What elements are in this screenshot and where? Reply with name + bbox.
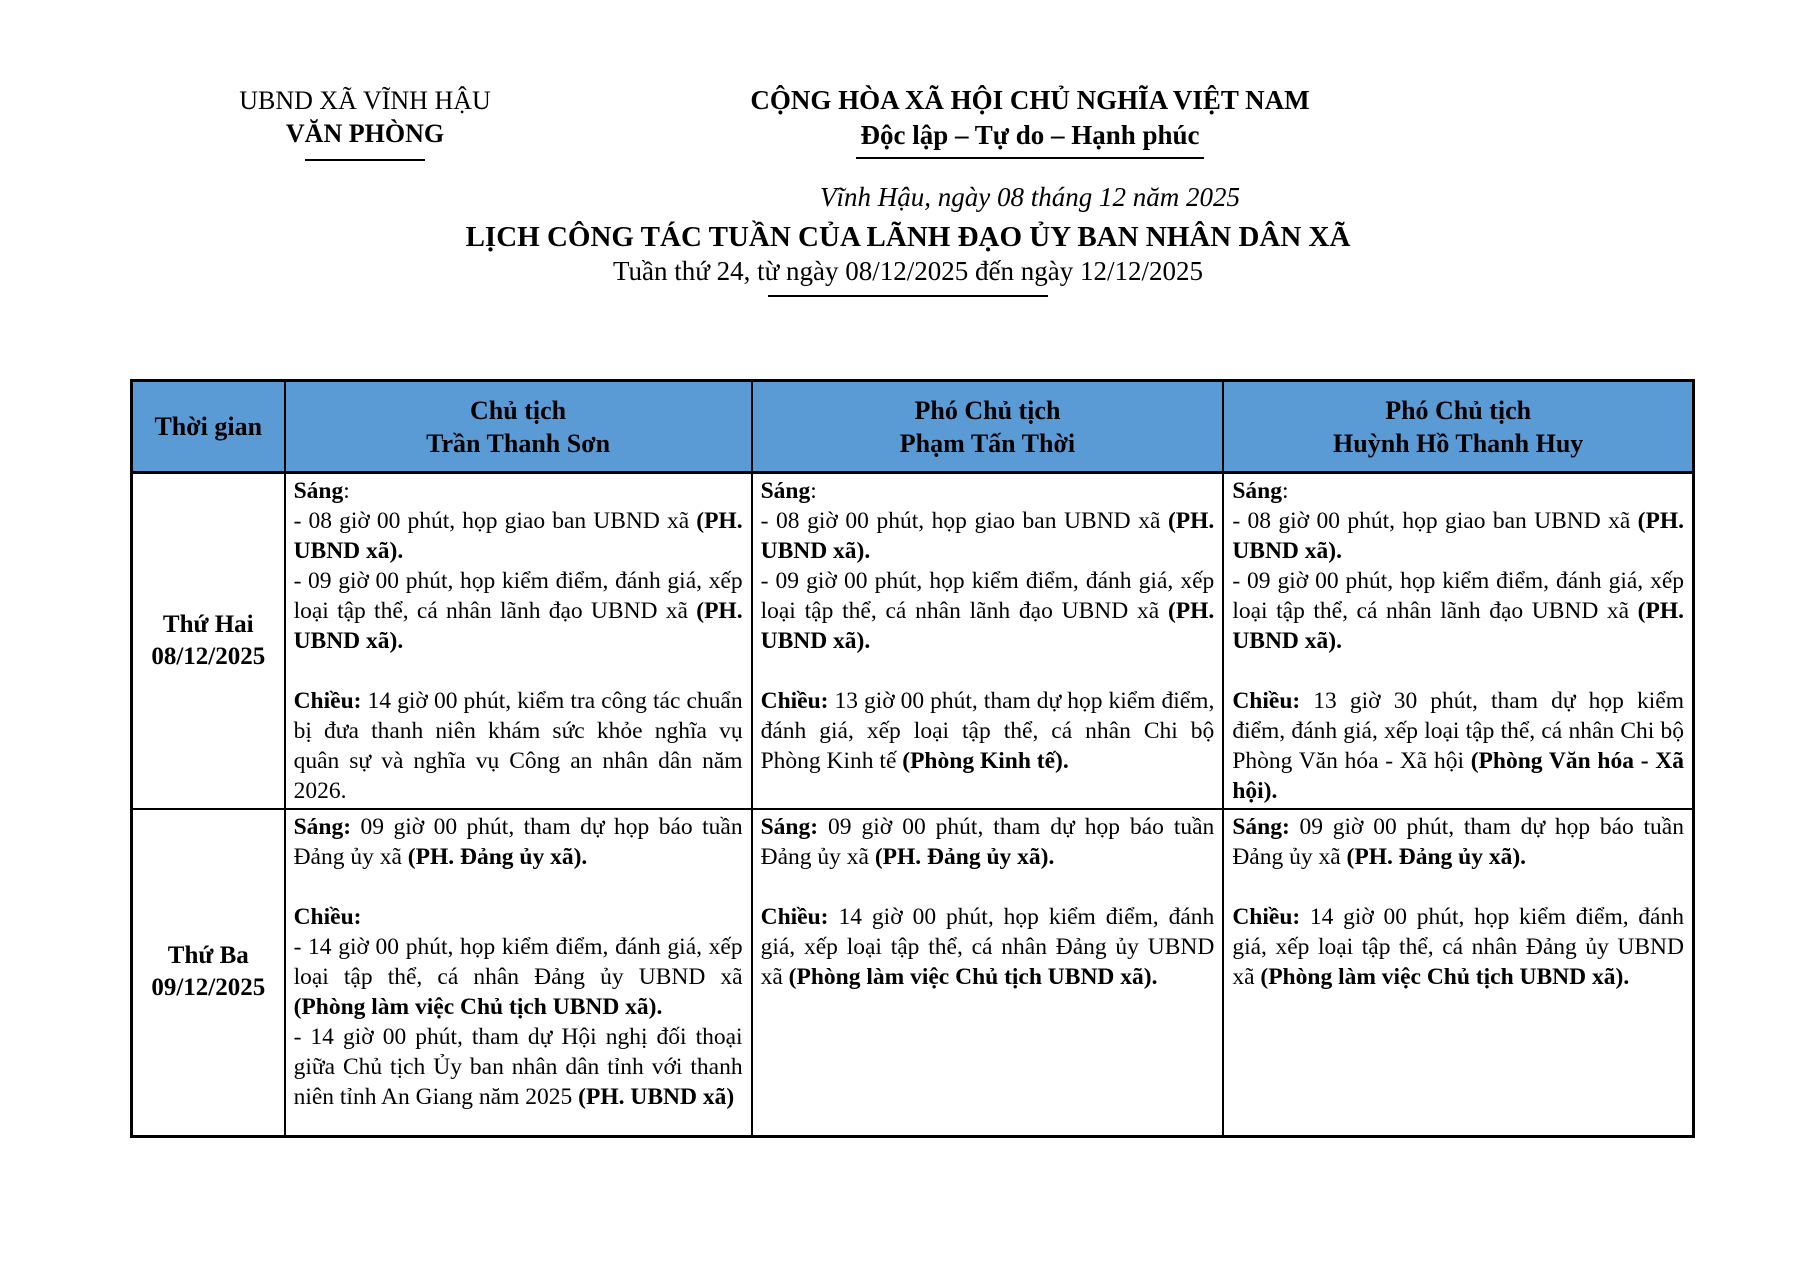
subtitle-underline [768,295,1048,297]
schedule-entry: - 09 giờ 00 phút, họp kiểm điểm, đánh giá, xếp loại tập thể, cá nhân lãnh đạo UBND xã (PH. UBND xã). [293,568,743,654]
schedule-entry: Sáng: 09 giờ 00 phút, tham dự họp báo tuần Đảng ủy xã (PH. Đảng ủy xã). [293,814,743,870]
title-block [0,220,1816,297]
column-header-3 [1223,381,1693,473]
national-title: CỘNG HÒA XÃ HỘI CHỦ NGHĨA VIỆT NAM [750,85,1310,115]
blank-line [761,872,1215,902]
national-motto-block [690,84,1370,214]
day-label: Thứ Hai [162,611,254,638]
blank-line [1232,656,1684,686]
column-person-name: Phạm Tấn Thời [899,428,1076,458]
column-header-0 [132,381,285,473]
schedule-entry: Sáng: 09 giờ 00 phút, tham dự họp báo tuần Đảng ủy xã (PH. Đảng ủy xã). [760,814,1215,870]
schedule-entry: - 14 giờ 00 phút, họp kiểm điểm, đánh giá, xếp loại tập thể, cá nhân Đảng ủy UBND xã (Phòng làm việc Chủ tịch UBND xã). [293,934,743,1020]
org-parent-name: UBND XÃ VĨNH HẬU [239,86,491,115]
day-label: Thứ Ba [167,942,249,970]
schedule-cell [752,809,1224,1136]
schedule-entry: Chiều: 14 giờ 00 phút, họp kiểm điểm, đánh giá, xếp loại tập thể, cá nhân Đảng ủy UBND xã (Phòng làm việc Chủ tịch UBND xã). [1232,904,1684,990]
column-title: Chủ tịch [470,395,567,425]
day-cell [132,473,285,810]
column-header-2 [752,381,1224,473]
schedule-entry: Chiều: 13 giờ 30 phút, tham dự họp kiểm điểm, đánh giá, xếp loại tập thể, cá nhân Chi bộ Phòng Văn hóa - Xã hội (Phòng Văn hóa - Xã hội). [1232,688,1684,804]
place-date-line: Vĩnh Hậu, ngày 08 tháng 12 năm 2025 [820,182,1240,212]
blank-line [761,656,1215,686]
schedule-entry: Sáng: [293,478,350,504]
day-cell [132,809,285,1136]
schedule-entry: - 08 giờ 00 phút, họp giao ban UBND xã (PH. UBND xã). [760,508,1215,564]
org-underline [305,159,425,161]
schedule-entry: Chiều: [293,904,362,930]
schedule-entry: - 09 giờ 00 phút, họp kiểm điểm, đánh giá, xếp loại tập thể, cá nhân lãnh đạo UBND xã (PH. UBND xã). [1232,568,1684,654]
schedule-entry: Sáng: [760,478,817,504]
blank-line [1232,872,1684,902]
schedule-cell [285,473,752,810]
schedule-entry: Chiều: 14 giờ 00 phút, họp kiểm điểm, đánh giá, xếp loại tập thể, cá nhân Đảng ủy UBND xã (Phòng làm việc Chủ tịch UBND xã). [760,904,1215,990]
national-motto: Độc lập – Tự do – Hạnh phúc [856,119,1203,159]
schedule-table [130,379,1695,1138]
schedule-cell [285,809,752,1136]
table-row [132,809,1694,1136]
schedule-cell [752,473,1224,810]
schedule-entry: - 09 giờ 00 phút, họp kiểm điểm, đánh giá, xếp loại tập thể, cá nhân lãnh đạo UBND xã (PH. UBND xã). [760,568,1215,654]
schedule-entry: Chiều: 14 giờ 00 phút, kiểm tra công tác chuẩn bị đưa thanh niên khám sức khỏe nghĩa vụ quân sự và nghĩa vụ Công an nhân dân năm 2026. [293,688,743,804]
date-label: 09/12/2025 [151,974,266,1002]
org-office-name: VĂN PHÒNG [285,119,445,148]
column-person-name: Huỳnh Hồ Thanh Huy [1333,428,1584,458]
column-person-name: Trần Thanh Sơn [426,428,611,458]
document-title: LỊCH CÔNG TÁC TUẦN CỦA LÃNH ĐẠO ỦY BAN NHÂN DÂN XÃ [465,221,1351,253]
blank-line [294,872,743,902]
date-label: 08/12/2025 [151,643,266,670]
blank-line [294,656,743,686]
column-title: Phó Chủ tịch [914,395,1061,425]
schedule-entry: Sáng: [1232,478,1289,504]
schedule-entry: - 14 giờ 00 phút, tham dự Hội nghị đối thoại giữa Chủ tịch Ủy ban nhân dân tỉnh với thanh niên tỉnh An Giang năm 2025 (PH. UBND xã) [293,1024,743,1110]
schedule-cell [1223,809,1693,1136]
schedule-entry: - 08 giờ 00 phút, họp giao ban UBND xã (PH. UBND xã). [293,508,743,564]
column-title: Phó Chủ tịch [1385,395,1532,425]
issuing-org-block [130,84,600,161]
schedule-entry: Chiều: 13 giờ 00 phút, tham dự họp kiểm điểm, đánh giá, xếp loại tập thể, cá nhân Chi bộ Phòng Kinh tế (Phòng Kinh tế). [760,688,1215,774]
table-header-row [132,381,1694,473]
table-row [132,473,1694,810]
column-title: Thời gian [154,412,263,441]
document-subtitle: Tuần thứ 24, từ ngày 08/12/2025 đến ngày 12/12/2025 [612,256,1203,286]
schedule-entry: Sáng: 09 giờ 00 phút, tham dự họp báo tuần Đảng ủy xã (PH. Đảng ủy xã). [1232,814,1684,870]
schedule-cell [1223,473,1693,810]
schedule-entry: - 08 giờ 00 phút, họp giao ban UBND xã (PH. UBND xã). [1232,508,1684,564]
column-header-1 [285,381,752,473]
